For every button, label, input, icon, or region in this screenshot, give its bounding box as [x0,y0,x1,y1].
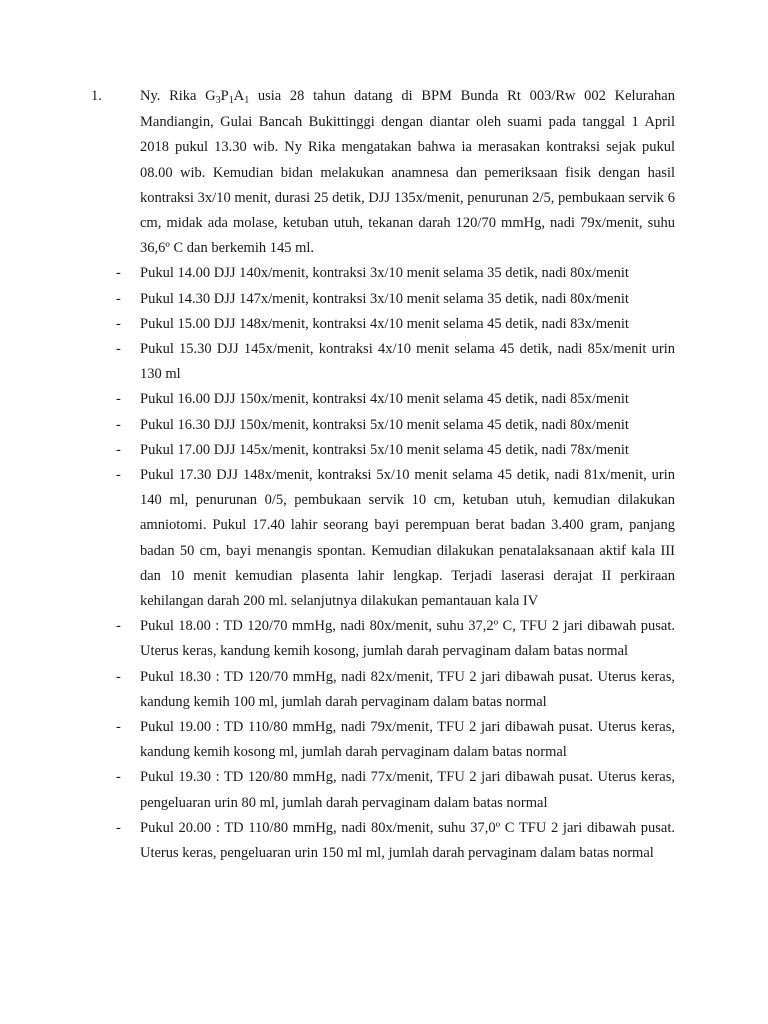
dash-bullet: - [116,618,121,635]
intro-start: Ny. Rika G [140,88,216,104]
dash-bullet: - [116,441,121,458]
dash-bullet: - [116,391,121,408]
dash-bullet: - [116,719,121,736]
observation-text: Pukul 20.00 : TD 110/80 mmHg, nadi 80x/menit, suhu 37,0º C TFU 2 jari dibawah pusat. Uterus keras, pengeluaran urin 150 ml ml, jumlah darah pervaginam dalam batas normal [140,819,675,862]
abortus-subscript: 1 [244,95,250,106]
observation-item [91,765,675,815]
observation-item [91,261,675,286]
observation-text: Pukul 15.30 DJJ 145x/menit, kontraksi 4x/10 menit selama 45 detik, nadi 85x/menit urin 130 ml [140,341,675,383]
observation-text: Pukul 15.00 DJJ 148x/menit, kontraksi 4x/10 menit selama 45 detik, nadi 83x/menit [140,315,629,332]
dash-bullet: - [116,819,121,836]
dash-bullet: - [116,467,121,484]
abortus-label: A [233,88,245,104]
observation-item [91,665,675,715]
observation-item [91,463,675,614]
observation-item [91,438,675,463]
case-body [140,84,675,261]
para-label: P [220,88,229,104]
dash-bullet: - [116,290,121,307]
dash-bullet: - [116,341,121,358]
observation-text: Pukul 17.30 DJJ 148x/menit, kontraksi 5x/10 menit selama 45 detik, nadi 81x/menit, urin 140 ml, penurunan 0/5, pembukaan servik 10 cm, ketuban utuh, kemudian dilakukan amniotomi. Pukul 17.40 lahir seorang bayi perempuan berat badan 3.400 gram, panjang badan 50 cm, bayi menangis spontan. Kemudian dilakukan penatalaksanaan aktif kala III dan 10 menit kemudian plasenta lahir lengkap. Terjadi laserasi derajat II perkiraan kehilangan darah 200 ml. selanjutnya dilakukan pemantauan kala IV [140,467,675,610]
observation-text: Pukul 14.00 DJJ 140x/menit, kontraksi 3x/10 menit selama 35 detik, nadi 80x/menit [140,265,629,282]
dash-bullet: - [116,416,121,433]
intro-rest: usia 28 tahun datang di BPM Bunda Rt 003/Rw 002 Kelurahan Mandiangin, Gulai Bancah Bukittinggi dengan diantar oleh suami pada tanggal 1 April 2018 pukul 13.30 wib. Ny Rika mengatakan bahwa ia merasakan kontraksi sejak pukul 08.00 wib. Kemudian bidan melakukan anamnesa dan pemeriksaan fisik dengan hasil kontraksi 3x/10 menit, durasi 25 detik, DJJ 135x/menit, penurunan 2/5, pembukaan servik 6 cm, midak ada molase, ketuban utuh, tekanan darah 120/70 mmHg, nadi 79x/menit, suhu 36,6º C dan berkemih 145 ml. [140,88,675,257]
item-number: 1. [91,88,102,104]
observation-item [91,337,675,387]
case-intro-paragraph [140,84,675,261]
observation-text: Pukul 18.00 : TD 120/70 mmHg, nadi 80x/menit, suhu 37,2º C, TFU 2 jari dibawah pusat. Uterus keras, kandung kemih kosong, jumlah darah pervaginam dalam batas normal [140,618,675,660]
observation-item [91,312,675,337]
observation-text: Pukul 19.30 : TD 120/80 mmHg, nadi 77x/menit, TFU 2 jari dibawah pusat. Uterus keras, pengeluaran urin 80 ml, jumlah darah pervaginam dalam batas normal [140,769,675,811]
observation-item [91,287,675,312]
observation-text: Pukul 14.30 DJJ 147x/menit, kontraksi 3x/10 menit selama 35 detik, nadi 80x/menit [140,290,629,307]
dash-bullet: - [116,265,121,282]
dash-bullet: - [116,668,121,685]
observation-text: Pukul 17.00 DJJ 145x/menit, kontraksi 5x/10 menit selama 45 detik, nadi 78x/menit [140,441,629,458]
observation-item [91,413,675,438]
dash-bullet: - [116,769,121,786]
observation-text: Pukul 19.00 : TD 110/80 mmHg, nadi 79x/menit, TFU 2 jari dibawah pusat. Uterus keras, kandung kemih kosong ml, jumlah darah pervaginam dalam batas normal [140,719,675,761]
numbered-case-item [91,84,675,866]
observation-list [91,261,675,866]
observation-text: Pukul 18.30 : TD 120/70 mmHg, nadi 82x/menit, TFU 2 jari dibawah pusat. Uterus keras, kandung kemih 100 ml, jumlah darah pervaginam dalam batas normal [140,668,675,710]
para-subscript: 1 [228,95,234,106]
observation-text: Pukul 16.00 DJJ 150x/menit, kontraksi 4x/10 menit selama 45 detik, nadi 85x/menit [140,391,629,408]
observation-text: Pukul 16.30 DJJ 150x/menit, kontraksi 5x/10 menit selama 45 detik, nadi 80x/menit [140,416,629,433]
observation-item [91,816,675,866]
observation-item [91,715,675,765]
dash-bullet: - [116,315,121,332]
gravida-subscript: 3 [215,95,221,106]
observation-item [91,614,675,664]
observation-item [91,387,675,412]
